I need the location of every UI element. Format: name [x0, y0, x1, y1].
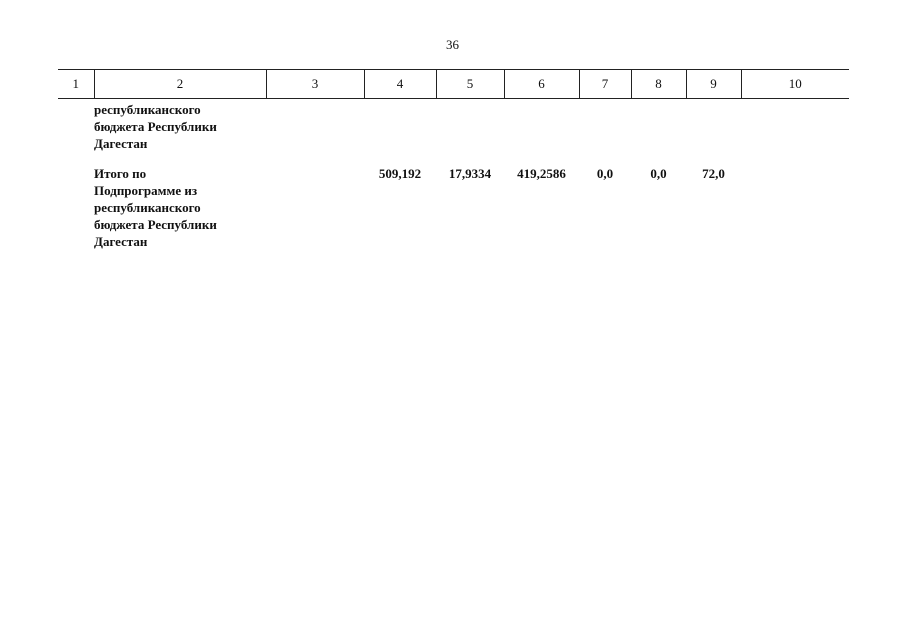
table-cell-col8 — [631, 99, 686, 163]
row-label: Итого по Подпрограмме из республиканского бюджета Республики Дагестан — [94, 166, 217, 249]
table-cell-col1 — [58, 162, 94, 250]
table-cell-col3 — [266, 162, 364, 250]
budget-table — [58, 69, 849, 250]
table-cell-col4 — [364, 99, 436, 163]
table-cell-col9: 72,0 — [702, 166, 725, 181]
table-cell-col5: 17,9334 — [448, 166, 492, 181]
table-cell-col4: 509,192 — [378, 166, 422, 181]
table-cell-col8: 0,0 — [650, 166, 667, 181]
column-header-6: 6 — [504, 70, 579, 99]
table-cell-col9 — [686, 99, 741, 163]
table-header-row — [58, 70, 849, 99]
row-label-cell — [94, 99, 266, 163]
table-cell-col10 — [741, 162, 849, 250]
table-cell-col7: 0,0 — [596, 166, 614, 181]
table-cell-col10 — [741, 99, 849, 163]
column-header-3: 3 — [266, 70, 364, 99]
row-label-cell — [94, 162, 266, 250]
column-header-9: 9 — [686, 70, 741, 99]
table-cell-col5 — [436, 99, 504, 163]
table-cell-col6: 419,2586 — [517, 166, 566, 181]
page-number: 36 — [446, 37, 459, 52]
table-row — [58, 99, 849, 163]
column-header-4: 4 — [364, 70, 436, 99]
column-header-2: 2 — [94, 70, 266, 99]
column-header-1: 1 — [58, 70, 94, 99]
column-header-7: 7 — [579, 70, 631, 99]
table-row-total — [58, 162, 849, 250]
table-cell-col6 — [504, 99, 579, 163]
budget-table-wrapper — [58, 69, 849, 250]
table-cell-col1 — [58, 99, 94, 163]
column-header-10: 10 — [741, 70, 849, 99]
table-cell-col7 — [579, 99, 631, 163]
table-cell-col3 — [266, 99, 364, 163]
column-header-5: 5 — [436, 70, 504, 99]
row-label: республиканского бюджета Республики Дагестан — [94, 102, 217, 151]
column-header-8: 8 — [631, 70, 686, 99]
